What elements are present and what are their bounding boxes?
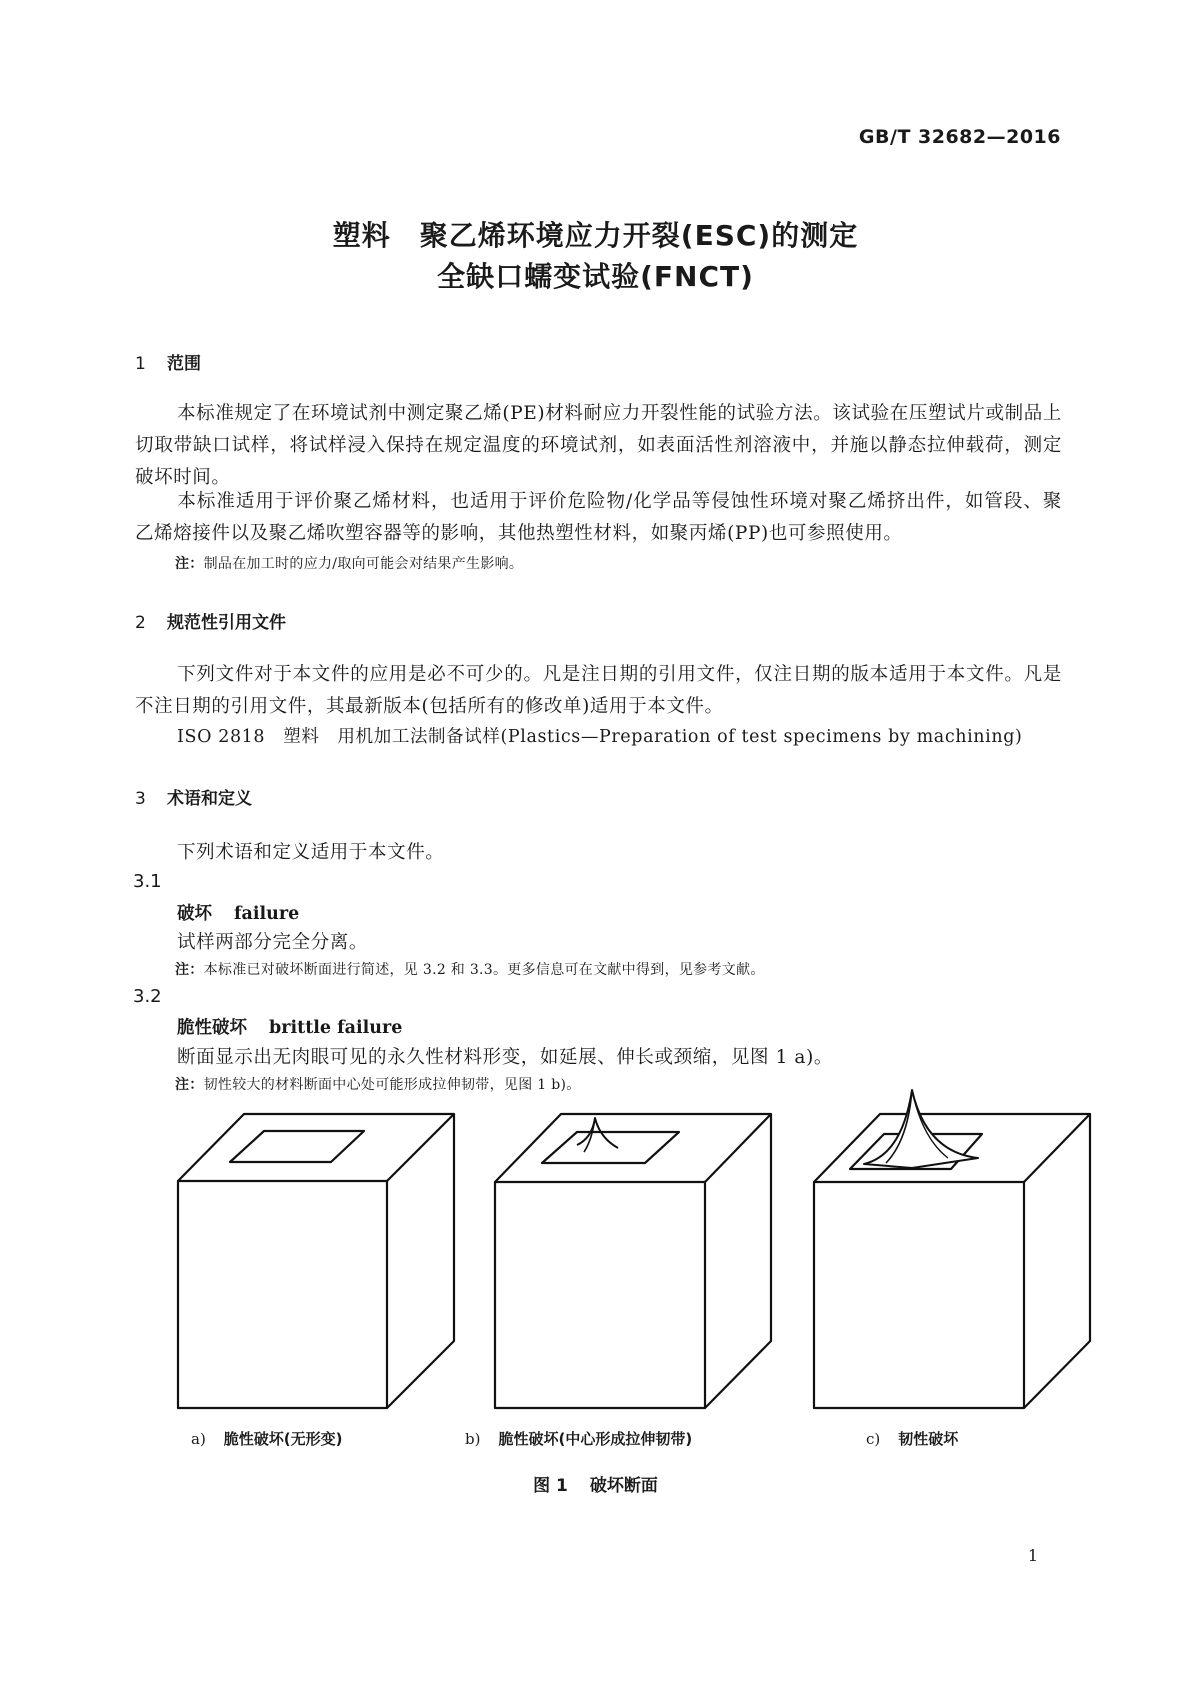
term-3-1-note: 注：本标准已对破坏断面进行简述，见 3.2 和 3.3。更多信息可在文献中得到，见参考文献。: [175, 962, 765, 978]
term-3-1-definition: 试样两部分完全分离。: [177, 932, 369, 953]
term-3-2-note: 注：韧性较大的材料断面中心处可能形成拉伸韧带，见图 1 b)。: [175, 1077, 581, 1093]
section-3-title: 术语和定义: [167, 789, 252, 809]
page-number: 1: [1027, 1546, 1038, 1565]
section-2-paragraph-1: 下列文件对于本文件的应用是必不可少的。凡是注日期的引用文件，仅注日期的版本适用于本文件。凡是不注日期的引用文件，其最新版本(包括所有的修改单)适用于本文件。: [135, 664, 1062, 717]
section-2-title: 规范性引用文件: [167, 613, 286, 633]
cube-b-ligament: [495, 1114, 771, 1408]
normative-reference: ISO 2818 塑料 用机加工法制备试样(Plastics—Preparation of test specimens by machining): [177, 727, 1023, 747]
section-3-number: 3: [135, 789, 146, 809]
section-1-paragraph-2: 本标准适用于评价聚乙烯材料，也适用于评价危险物/化学品等侵蚀性环境对聚乙烯挤出件，如管段、聚乙烯熔接件以及聚乙烯吹塑容器等的影响，其他热塑性材料，如聚丙烯(PP)也可参照使用。: [135, 491, 1062, 544]
section-1-number: 1: [135, 354, 146, 374]
section-1-note: 注：制品在加工时的应力/取向可能会对结果产生影响。: [175, 556, 524, 572]
term-3-1-en: failure: [234, 904, 300, 924]
section-1-title: 范围: [167, 354, 201, 374]
standard-number: GB/T 32682—2016: [858, 126, 1061, 148]
document-title-line1: 塑料 聚乙烯环境应力开裂(ESC)的测定: [332, 219, 859, 252]
term-3-2-zh: 脆性破坏: [177, 1018, 247, 1038]
cube-a-no-deformation: [178, 1114, 454, 1408]
note-label: 注：: [175, 1077, 204, 1093]
note-label: 注：: [175, 556, 204, 572]
section-1-paragraph-1: 本标准规定了在环境试剂中测定聚乙烯(PE)材料耐应力开裂性能的试验方法。该试验在压塑试片或制品上切取带缺口试样，将试样浸入保持在规定温度的环境试剂，如表面活性剂溶液中，并施以静态拉伸载荷，测定破坏时间。: [135, 403, 1062, 488]
figure-caption-a: a) 脆性破坏(无形变): [191, 1430, 343, 1448]
section-2-number: 2: [135, 613, 146, 633]
term-3-2-number: 3.2: [133, 986, 162, 1007]
term-3-1-zh: 破坏: [177, 904, 212, 924]
term-3-1-number: 3.1: [133, 871, 162, 892]
term-3-2-definition: 断面显示出无肉眼可见的永久性材料形变，如延展、伸长或颈缩，见图 1 a)。: [177, 1047, 833, 1068]
document-title-line2: 全缺口蠕变试验(FNCT): [437, 260, 754, 293]
figure-title: 图 1 破坏断面: [533, 1476, 658, 1496]
cube-c-ductile: [814, 1090, 1090, 1408]
section-3-intro: 下列术语和定义适用于本文件。: [177, 842, 445, 863]
note-label: 注：: [175, 962, 204, 978]
figure-caption-b: b) 脆性破坏(中心形成拉伸韧带): [465, 1430, 693, 1448]
figure-caption-c: c) 韧性破坏: [866, 1430, 959, 1448]
term-3-2-en: brittle failure: [269, 1018, 403, 1038]
